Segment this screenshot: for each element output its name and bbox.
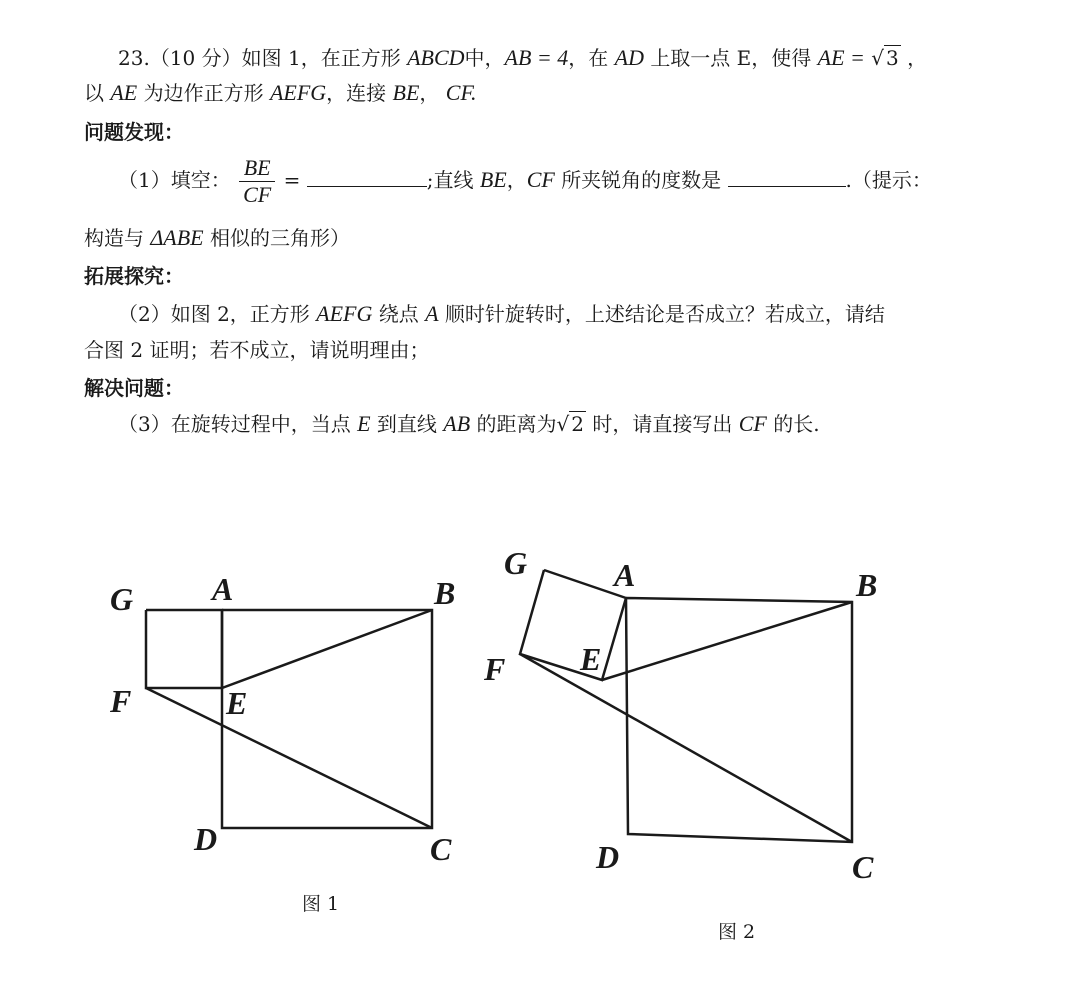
question-2-line-1: （2）如图 2，正方形 AEFG 绕点 A 顺时针旋转时，上述结论是否成立？若成立，请结	[118, 301, 885, 326]
section-heading-extension: 拓展探究：	[84, 264, 184, 288]
section-heading-solve: 解决问题：	[84, 376, 184, 400]
fig1-caption: 图 1	[302, 893, 340, 915]
fig1-label-d: D	[194, 821, 218, 857]
fig2-label-b: B	[856, 567, 878, 603]
fig2-square-abcd	[626, 598, 852, 842]
fig1-square-aefg	[146, 610, 222, 688]
fig2-segment-be	[602, 602, 852, 680]
fig2-label-g: G	[504, 545, 528, 581]
fig1-label-e: E	[226, 685, 248, 721]
figure-2	[483, 545, 877, 943]
fig2-label-e: E	[580, 641, 602, 677]
figure-1	[109, 571, 455, 915]
problem-line-2: 以 AE 为边作正方形 AEFG，连接 BE， CF.	[84, 80, 477, 105]
fig2-segment-cf	[520, 654, 852, 842]
problem-line-1: 23.（10 分）如图 1，在正方形 ABCD中，AB = 4，在 AD 上取一点 E，使得 AE = √ 3 ，	[118, 45, 928, 70]
fig1-segment-be	[222, 610, 432, 688]
fig2-caption: 图 2	[718, 921, 756, 943]
fig1-label-a: A	[212, 571, 234, 607]
fig2-label-a: A	[614, 557, 636, 593]
fig1-label-b: B	[434, 575, 456, 611]
fig1-square-abcd	[222, 610, 432, 828]
fig2-label-c: C	[852, 849, 874, 885]
section-heading-discovery: 问题发现：	[84, 120, 184, 144]
problem-number: 23.	[118, 46, 150, 70]
fig1-label-g: G	[110, 581, 134, 617]
question-2-line-2: 合图 2 证明；若不成立，请说明理由；	[84, 338, 430, 362]
question-3: （3）在旋转过程中，当点 E 到直线 AB 的距离为√ 2 时，请直接写出 CF 的长.	[118, 411, 820, 436]
fig2-label-f: F	[484, 651, 506, 687]
sqrt-2: √ 2	[556, 412, 584, 436]
fraction-be-cf: $\frac{BE}{CF}$	[239, 155, 275, 208]
fig1-label-c: C	[430, 831, 452, 867]
fig1-segment-cf	[146, 688, 432, 828]
question-1: （1）填空： $\frac{BE}{CF}$ = ;直线 BE，CF 所夹锐角的度数是 .（提示：	[118, 155, 932, 207]
fig1-label-f: F	[110, 683, 132, 719]
sqrt-3: √ 3	[871, 46, 899, 70]
question-1-hint: 构造与 ΔABE 相似的三角形）	[84, 225, 350, 250]
fig2-label-d: D	[596, 839, 620, 875]
